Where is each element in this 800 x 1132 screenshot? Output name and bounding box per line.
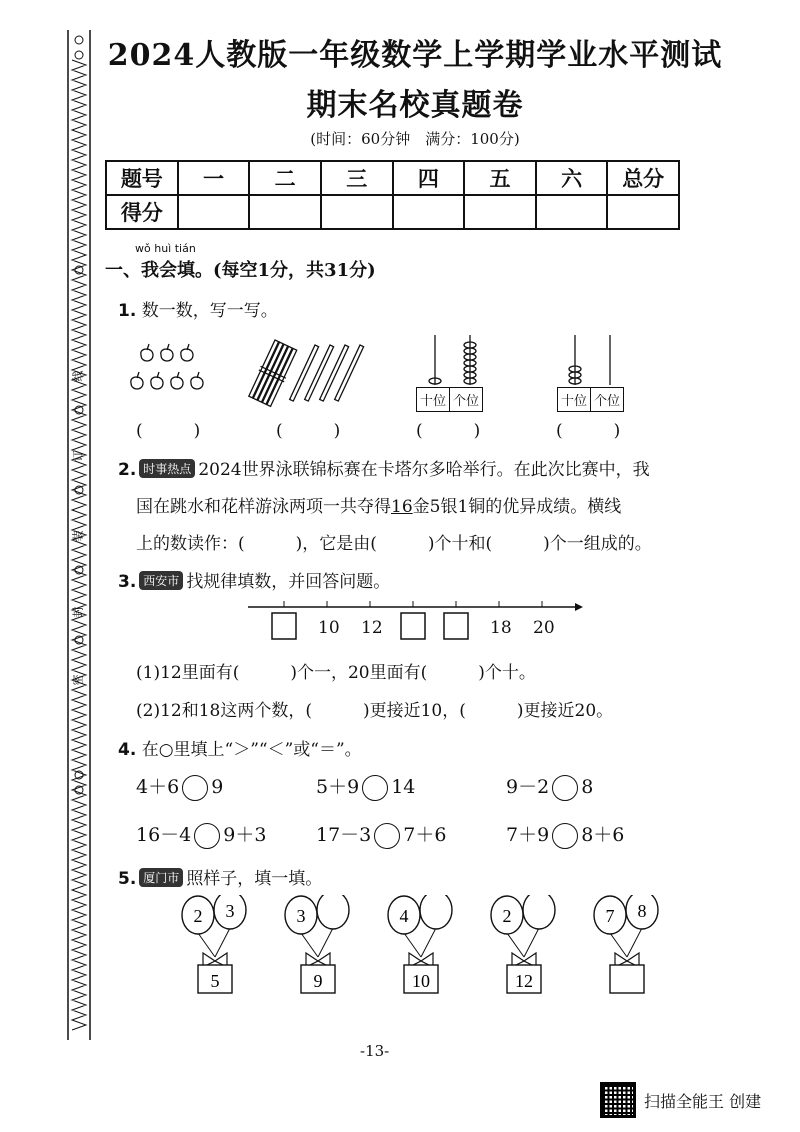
balloon[interactable] bbox=[420, 895, 452, 929]
score-cell[interactable] bbox=[393, 195, 465, 229]
q4-item bbox=[506, 772, 593, 801]
q4-right: 8＋6 bbox=[581, 824, 625, 846]
balloon[interactable] bbox=[523, 895, 555, 929]
q1-answer-blank-abacus1[interactable]: ( ) bbox=[416, 421, 481, 441]
qr-code-icon bbox=[600, 1082, 636, 1118]
q4-item bbox=[136, 772, 223, 801]
section1-heading: 一、我会填。(每空1分，共31分) bbox=[105, 260, 376, 281]
compare-circle[interactable] bbox=[552, 823, 578, 849]
balloon-number: 8 bbox=[637, 901, 647, 921]
abacus-1 bbox=[429, 335, 476, 385]
binding-label-ding: 订 bbox=[71, 450, 85, 462]
q2-line2 bbox=[136, 492, 621, 517]
q3-badge: 西安市 bbox=[139, 571, 183, 590]
balloon-group bbox=[285, 895, 349, 993]
q1-answer-blank-sticks[interactable]: ( ) bbox=[276, 421, 341, 441]
q1-text: 数一数，写一写。 bbox=[141, 301, 278, 321]
balloon-number: 2 bbox=[193, 906, 203, 926]
q4-left: 4＋6 bbox=[136, 776, 180, 798]
exam-title: 2024人教版一年级数学上学期学业水平测试 bbox=[107, 38, 723, 73]
q4-item bbox=[506, 820, 624, 849]
score-cell[interactable] bbox=[464, 195, 536, 229]
q2-underlined-number: 16 bbox=[391, 497, 413, 517]
q4-item bbox=[316, 772, 415, 801]
q5-text: 照样子，填一填。 bbox=[186, 869, 323, 889]
q4-text: 在○里填上“＞”“＜”或“＝”。 bbox=[141, 740, 362, 760]
compare-circle[interactable] bbox=[374, 823, 400, 849]
compare-circle[interactable] bbox=[194, 823, 220, 849]
balloon[interactable] bbox=[317, 895, 349, 929]
q3-tick-label: 10 bbox=[318, 618, 340, 638]
compare-circle[interactable] bbox=[552, 775, 578, 801]
balloon-number: 7 bbox=[605, 906, 615, 926]
gift-box-number: 12 bbox=[515, 971, 533, 991]
scanner-label: 扫描全能王 创建 bbox=[644, 1091, 762, 1111]
q2-line1 bbox=[118, 455, 650, 480]
q3-sub2[interactable]: (2)12和18这两个数，( )更接近10，( )更接近20。 bbox=[136, 701, 614, 721]
q1-answer-blank-abacus2[interactable]: ( ) bbox=[556, 421, 621, 441]
q3-number: 3. bbox=[118, 572, 137, 592]
score-cell[interactable] bbox=[607, 195, 679, 229]
balloon-number: 3 bbox=[296, 906, 306, 926]
score-header-cell: 五 bbox=[464, 161, 536, 195]
tens-label: 十位 bbox=[417, 388, 450, 411]
exam-subtitle-title: 期末名校真题卷 bbox=[306, 88, 524, 123]
q4-right: 8 bbox=[581, 776, 594, 798]
q3-answer-box[interactable] bbox=[272, 613, 296, 639]
compare-circle[interactable] bbox=[182, 775, 208, 801]
balloon-group bbox=[182, 895, 246, 993]
score-header-cell: 总分 bbox=[607, 161, 679, 195]
binding-label-feng: 封 bbox=[71, 606, 85, 618]
q2-badge: 时事热点 bbox=[139, 459, 195, 478]
compare-circle[interactable] bbox=[362, 775, 388, 801]
q3-sub1[interactable]: (1)12里面有( )个一，20里面有( )个十。 bbox=[136, 663, 536, 683]
section1-pinyin: wǒ huì tián bbox=[135, 242, 196, 255]
q3-text: 找规律填数，并回答问题。 bbox=[186, 572, 391, 592]
score-header-cell: 二 bbox=[249, 161, 321, 195]
score-header-cell: 一 bbox=[178, 161, 250, 195]
score-table-score-row bbox=[106, 195, 679, 229]
gift-box[interactable] bbox=[610, 965, 644, 993]
abacus-2 bbox=[569, 335, 610, 385]
balloon-group bbox=[594, 895, 658, 993]
score-cell[interactable] bbox=[249, 195, 321, 229]
q1-number: 1. bbox=[118, 301, 137, 321]
q4-right: 14 bbox=[391, 776, 416, 798]
q3-tick-label: 20 bbox=[533, 618, 555, 638]
score-header-cell: 四 bbox=[393, 161, 465, 195]
q5-number: 5. bbox=[118, 869, 137, 889]
score-cell[interactable] bbox=[321, 195, 393, 229]
balloon-number: 3 bbox=[225, 901, 235, 921]
q4-left: 17－3 bbox=[316, 824, 372, 846]
gift-box-number: 10 bbox=[412, 971, 430, 991]
score-header-cell: 题号 bbox=[106, 161, 178, 195]
score-table bbox=[105, 160, 680, 230]
q2-number: 2. bbox=[118, 460, 137, 480]
q4-number: 4. bbox=[118, 740, 137, 760]
abacus-1-place-labels bbox=[416, 387, 483, 412]
q3-tick-label: 18 bbox=[490, 618, 512, 638]
binding-label-mi: 密 bbox=[71, 674, 85, 686]
balloon-group bbox=[388, 895, 452, 993]
binding-label-zhuang: 装 bbox=[71, 530, 85, 542]
q5-badge: 厦门市 bbox=[139, 868, 183, 887]
q4-left: 9－2 bbox=[506, 776, 550, 798]
q4-item bbox=[136, 820, 266, 849]
q4-left: 16－4 bbox=[136, 824, 192, 846]
q5-prompt bbox=[118, 864, 322, 889]
q4-prompt bbox=[118, 735, 362, 760]
q4-item bbox=[316, 820, 446, 849]
binding-label-line: 线 bbox=[71, 370, 85, 382]
q4-right: 9＋3 bbox=[223, 824, 267, 846]
apples-image bbox=[131, 344, 203, 389]
binding-zigzag bbox=[72, 60, 86, 1030]
balloon-group bbox=[491, 895, 555, 993]
q1-prompt bbox=[118, 296, 278, 321]
sticks-image bbox=[247, 339, 364, 407]
q3-prompt bbox=[118, 567, 390, 592]
q3-answer-box[interactable] bbox=[401, 613, 425, 639]
score-header-cell: 六 bbox=[536, 161, 608, 195]
q3-tick-label: 12 bbox=[361, 618, 383, 638]
balloon-number: 4 bbox=[399, 906, 409, 926]
score-header-cell: 三 bbox=[321, 161, 393, 195]
page-number: -13- bbox=[360, 1042, 390, 1060]
q2-text-line2b: 金5银1铜的优异成绩。横线 bbox=[412, 497, 622, 517]
q4-right: 7＋6 bbox=[403, 824, 447, 846]
score-cell[interactable] bbox=[178, 195, 250, 229]
q5-balloons bbox=[170, 895, 690, 1005]
balloon-number: 2 bbox=[502, 906, 512, 926]
ones-label: 个位 bbox=[453, 394, 480, 409]
gift-box-number: 9 bbox=[313, 971, 323, 991]
score-cell[interactable] bbox=[536, 195, 608, 229]
q1-answer-blank-apples[interactable]: ( ) bbox=[136, 421, 201, 441]
tens-label: 十位 bbox=[558, 388, 591, 411]
q2-line3[interactable]: 上的数读作：( )，它是由( )个十和( )个一组成的。 bbox=[136, 534, 652, 554]
q4-left: 5＋9 bbox=[316, 776, 360, 798]
score-row-label: 得分 bbox=[106, 195, 178, 229]
binding-margin bbox=[0, 0, 100, 1060]
q4-left: 7＋9 bbox=[506, 824, 550, 846]
q2-text-line2a: 国在跳水和花样游泳两项一共夺得 bbox=[136, 497, 391, 517]
scanner-watermark bbox=[600, 1082, 761, 1118]
abacus-2-place-labels bbox=[557, 387, 624, 412]
q4-right: 9 bbox=[211, 776, 224, 798]
gift-box-number: 5 bbox=[210, 971, 220, 991]
score-table-header-row bbox=[106, 161, 679, 195]
exam-time-score: (时间：60分钟 满分：100分) bbox=[310, 130, 520, 148]
ones-label: 个位 bbox=[594, 394, 621, 409]
q3-answer-box[interactable] bbox=[444, 613, 468, 639]
q2-text-line1: 2024世界泳联锦标赛在卡塔尔多哈举行。在此次比赛中，我 bbox=[198, 460, 650, 480]
